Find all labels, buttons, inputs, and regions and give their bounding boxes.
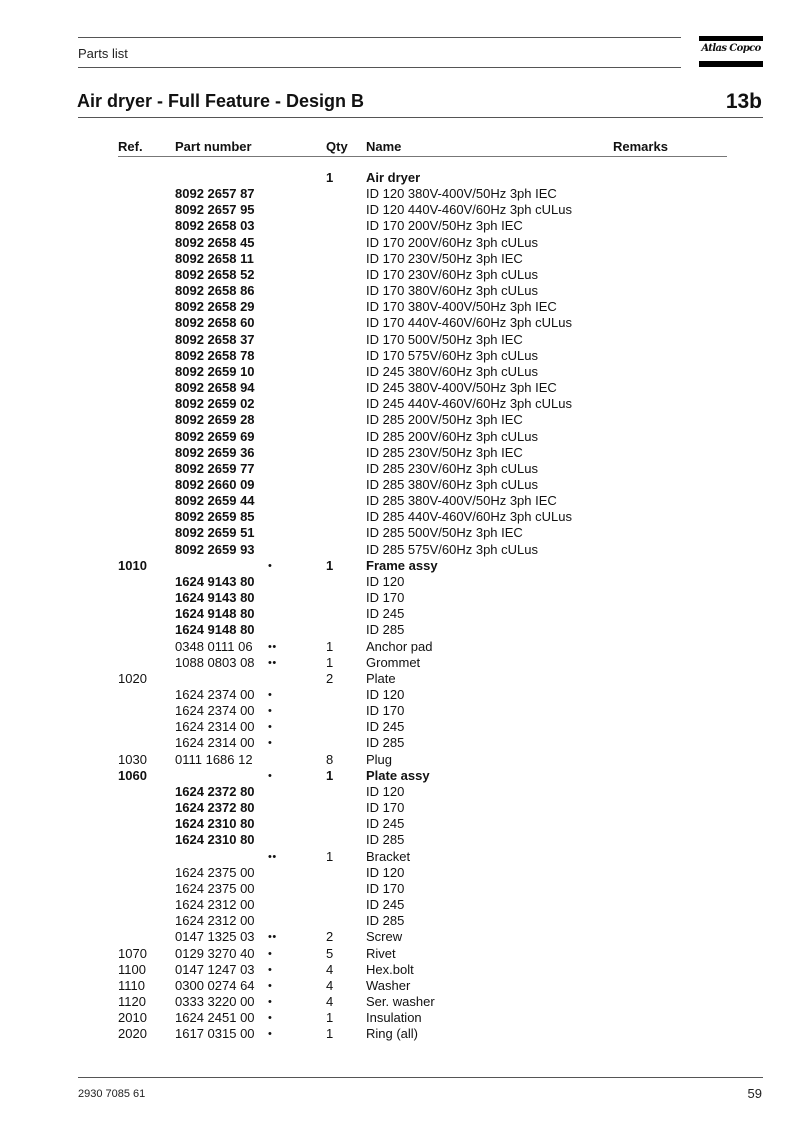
level-indicator: •: [268, 705, 273, 718]
column-header-qty: Qty: [326, 139, 348, 154]
part-number-cell: 1624 2375 00: [175, 864, 255, 880]
table-row: [0, 962, 800, 978]
part-number-cell: 8092 2658 29: [175, 299, 255, 315]
name-cell: Plug: [366, 751, 393, 767]
part-number-cell: 8092 2658 45: [175, 234, 255, 250]
part-number-cell: 1624 9143 80: [175, 590, 255, 606]
part-number-cell: 1624 2310 80: [175, 832, 255, 848]
table-row: [0, 719, 800, 735]
name-cell: ID 120: [366, 864, 405, 880]
table-row: [0, 865, 800, 881]
part-number-cell: 1624 2312 00: [175, 913, 255, 929]
level-indicator: •: [268, 721, 273, 734]
name-cell: ID 285 380V-400V/50Hz 3ph IEC: [366, 493, 557, 509]
name-cell: Plate: [366, 670, 396, 686]
table-row: [0, 687, 800, 703]
ref-cell: 1110: [118, 977, 145, 993]
name-cell: Washer: [366, 977, 411, 993]
part-number-cell: 1624 2312 00: [175, 897, 255, 913]
part-number-cell: 8092 2658 11: [175, 250, 254, 266]
table-row: [0, 574, 800, 590]
table-row: [0, 897, 800, 913]
document-number: 2930 7085 61: [78, 1088, 146, 1100]
table-row: [0, 348, 800, 364]
name-cell: ID 245 380V-400V/50Hz 3ph IEC: [366, 380, 557, 396]
name-cell: ID 170 230V/60Hz 3ph cULus: [366, 266, 538, 282]
part-number-cell: 8092 2658 86: [175, 283, 255, 299]
table-row: [0, 396, 800, 412]
name-cell: ID 285 575V/60Hz 3ph cULus: [366, 541, 538, 557]
part-number-cell: 1624 2310 80: [175, 816, 255, 832]
qty-cell: 4: [326, 977, 334, 993]
name-cell: Ser. washer: [366, 993, 435, 1009]
name-cell: ID 285 230V/50Hz 3ph IEC: [366, 444, 523, 460]
name-cell: ID 120: [366, 687, 405, 702]
ref-cell: 1060: [118, 767, 147, 783]
level-indicator: •: [268, 737, 273, 750]
part-number-cell: 0129 3270 40: [175, 945, 255, 961]
level-indicator: •: [268, 995, 273, 1008]
table-row: [0, 429, 800, 445]
name-cell: ID 285: [366, 832, 405, 848]
name-cell: ID 120: [366, 783, 405, 799]
part-number-cell: 8092 2659 93: [175, 541, 255, 557]
part-number-cell: 8092 2658 03: [175, 218, 255, 234]
level-indicator: ••: [268, 640, 277, 653]
qty-cell: 2: [326, 670, 334, 686]
table-row: [0, 267, 800, 283]
part-number-cell: 1624 9148 80: [175, 622, 255, 638]
logo-text: Atlas Copco: [701, 43, 761, 54]
table-row: [0, 558, 800, 574]
table-row: [0, 477, 800, 493]
name-cell: ID 285: [366, 913, 405, 929]
column-header-name: Name: [366, 139, 402, 154]
part-number-cell: 1624 2314 00: [175, 735, 255, 751]
qty-cell: 1: [326, 1026, 334, 1042]
level-indicator: ••: [268, 656, 277, 669]
part-number-cell: 8092 2657 87: [175, 186, 255, 202]
part-number-cell: 8092 2657 95: [175, 202, 255, 218]
level-indicator: •: [268, 963, 273, 976]
name-cell: ID 170 380V-400V/50Hz 3ph IEC: [366, 299, 557, 315]
qty-cell: 1: [326, 767, 334, 783]
part-number-cell: 8092 2658 37: [175, 331, 255, 347]
page-title: Air dryer - Full Feature - Design B: [77, 91, 365, 111]
table-row: [0, 800, 800, 816]
table-row: [0, 735, 800, 751]
table-row: [0, 525, 800, 541]
name-cell: ID 170 200V/50Hz 3ph IEC: [366, 218, 523, 234]
name-cell: ID 245: [366, 606, 405, 622]
ref-cell: 2010: [118, 1010, 147, 1026]
qty-cell: 4: [326, 993, 334, 1009]
part-number-cell: 8092 2658 60: [175, 315, 255, 331]
name-cell: ID 170: [366, 590, 405, 606]
name-cell: ID 120: [366, 573, 405, 589]
table-row: [0, 202, 800, 218]
name-cell: ID 285 200V/50Hz 3ph IEC: [366, 412, 523, 428]
name-cell: ID 170 200V/60Hz 3ph cULus: [366, 234, 538, 250]
part-number-cell: 8092 2659 44: [175, 493, 255, 509]
part-number-cell: 8092 2659 69: [175, 428, 255, 444]
ref-cell: 1100: [118, 961, 146, 977]
part-number-cell: 1617 0315 00: [175, 1026, 255, 1042]
table-row: [0, 622, 800, 638]
name-cell: Grommet: [366, 654, 421, 670]
level-indicator: •: [268, 559, 273, 572]
table-row: [0, 590, 800, 606]
qty-cell: 5: [326, 945, 334, 961]
level-indicator: •: [268, 1012, 273, 1025]
name-cell: ID 170 380V/60Hz 3ph cULus: [366, 283, 538, 299]
part-number-cell: 8092 2659 85: [175, 509, 255, 525]
title-rule: [78, 117, 763, 118]
name-cell: ID 285 230V/60Hz 3ph cULus: [366, 460, 538, 476]
header-bottom-rule: [78, 67, 681, 68]
name-cell: ID 245 380V/60Hz 3ph cULus: [366, 363, 538, 379]
table-row: [0, 639, 800, 655]
name-cell: Anchor pad: [366, 638, 433, 654]
part-number-cell: 8092 2659 10: [175, 363, 255, 379]
ref-cell: 1010: [118, 557, 147, 573]
table-row: [0, 655, 800, 671]
ref-cell: 1020: [118, 670, 147, 686]
part-number-cell: 8092 2659 77: [175, 460, 255, 476]
table-row: [0, 235, 800, 251]
name-cell: ID 170 440V-460V/60Hz 3ph cULus: [366, 315, 572, 331]
name-cell: ID 245: [366, 816, 405, 832]
level-indicator: •: [268, 769, 273, 782]
part-number-cell: 1624 9148 80: [175, 606, 255, 622]
part-number-cell: 0147 1247 03: [175, 961, 255, 977]
table-row: [0, 816, 800, 832]
table-row: [0, 768, 800, 784]
name-cell: ID 245: [366, 719, 405, 735]
name-cell: ID 170 575V/60Hz 3ph cULus: [366, 347, 538, 363]
table-row: [0, 832, 800, 848]
part-number-cell: 8092 2658 78: [175, 347, 255, 363]
part-number-cell: 8092 2658 94: [175, 380, 255, 396]
table-row: [0, 445, 800, 461]
part-number-cell: 1624 2451 00: [175, 1010, 255, 1026]
qty-cell: 8: [326, 751, 334, 767]
qty-cell: 1: [326, 654, 334, 670]
column-header-ref: Ref.: [118, 139, 143, 154]
level-indicator: ••: [268, 931, 277, 944]
table-row: [0, 493, 800, 509]
part-number-cell: 1624 2372 80: [175, 783, 255, 799]
qty-cell: 1: [326, 848, 334, 864]
name-cell: ID 170: [366, 800, 405, 816]
part-number-cell: 1624 9143 80: [175, 573, 255, 589]
qty-cell: 2: [326, 929, 334, 945]
part-number-cell: 1624 2375 00: [175, 880, 255, 896]
name-cell: Bracket: [366, 848, 411, 864]
name-cell: ID 170 230V/50Hz 3ph IEC: [366, 250, 523, 266]
name-cell: Frame assy: [366, 557, 438, 573]
table-row: [0, 283, 800, 299]
name-cell: ID 245 440V-460V/60Hz 3ph cULus: [366, 396, 572, 412]
table-row: [0, 849, 800, 865]
part-number-cell: 8092 2659 28: [175, 412, 255, 428]
level-indicator: ••: [268, 850, 277, 863]
name-cell: ID 285: [366, 735, 405, 751]
logo-top-bar: [699, 36, 763, 41]
part-number-cell: 8092 2659 02: [175, 396, 255, 412]
part-number-cell: 0348 0111 06: [175, 638, 253, 654]
qty-cell: 1: [326, 1010, 334, 1026]
part-number-cell: 8092 2658 52: [175, 266, 255, 282]
name-cell: Ring (all): [366, 1026, 419, 1042]
header-top-rule: [78, 37, 681, 38]
qty-cell: 1: [326, 557, 334, 573]
table-row: [0, 703, 800, 719]
name-cell: Hex.bolt: [366, 961, 414, 977]
table-row: [0, 364, 800, 380]
part-number-cell: 0300 0274 64: [175, 977, 255, 993]
part-number-cell: 8092 2659 36: [175, 444, 255, 460]
name-cell: ID 285 200V/60Hz 3ph cULus: [366, 428, 538, 444]
name-cell: Air dryer: [366, 170, 421, 185]
ref-cell: 1070: [118, 945, 147, 961]
table-row: [0, 186, 800, 202]
part-number-cell: 1624 2314 00: [175, 719, 255, 735]
name-cell: ID 120 440V-460V/60Hz 3ph cULus: [366, 202, 572, 218]
table-row: [0, 251, 800, 267]
atlas-copco-logo: [699, 36, 763, 68]
table-row: [0, 542, 800, 558]
table-row: [0, 412, 800, 428]
table-row: [0, 994, 800, 1010]
table-row: [0, 752, 800, 768]
ref-cell: 2020: [118, 1026, 147, 1042]
qty-cell: 1: [326, 638, 334, 654]
part-number-cell: 1624 2374 00: [175, 703, 255, 719]
name-cell: ID 170 500V/50Hz 3ph IEC: [366, 331, 523, 347]
table-row: [0, 1026, 800, 1042]
name-cell: Rivet: [366, 945, 396, 961]
column-header-rule: [118, 156, 727, 157]
table-row: [0, 671, 800, 687]
part-number-cell: 0111 1686 12: [175, 751, 253, 767]
part-number-cell: 0147 1325 03: [175, 929, 255, 945]
page-number: 59: [747, 1086, 762, 1101]
part-number-cell: 1088 0803 08: [175, 654, 255, 670]
table-row: [0, 315, 800, 331]
table-row: [0, 299, 800, 315]
name-cell: ID 170: [366, 703, 405, 719]
part-number-cell: 1624 2372 80: [175, 800, 255, 816]
table-row: [0, 784, 800, 800]
table-row: [0, 380, 800, 396]
name-cell: Screw: [366, 929, 403, 945]
part-number-cell: 8092 2660 09: [175, 476, 255, 492]
table-row: [0, 929, 800, 945]
ref-cell: 1030: [118, 751, 147, 767]
table-row: [0, 946, 800, 962]
level-indicator: •: [268, 947, 273, 960]
level-indicator: •: [268, 1028, 273, 1041]
part-number-cell: 8092 2659 51: [175, 525, 255, 541]
table-row: [0, 332, 800, 348]
part-number-cell: 1624 2374 00: [175, 687, 255, 702]
document-type-label: Parts list: [78, 46, 128, 61]
name-cell: Plate assy: [366, 767, 430, 783]
level-indicator: •: [268, 689, 273, 701]
table-row: [0, 881, 800, 897]
table-row: [0, 913, 800, 929]
section-number: 13b: [725, 90, 762, 113]
parts-list: [0, 170, 800, 1042]
table-row: [0, 606, 800, 622]
name-cell: ID 120 380V-400V/50Hz 3ph IEC: [366, 186, 557, 202]
logo-bottom-bar: [699, 61, 763, 67]
name-cell: ID 245: [366, 897, 405, 913]
table-row: [0, 461, 800, 477]
qty-cell: 1: [326, 170, 334, 185]
footer-rule: [78, 1077, 763, 1078]
level-indicator: •: [268, 979, 273, 992]
name-cell: ID 285 380V/60Hz 3ph cULus: [366, 476, 538, 492]
name-cell: ID 285 500V/50Hz 3ph IEC: [366, 525, 523, 541]
table-row: [0, 170, 800, 186]
table-row: [0, 509, 800, 525]
name-cell: ID 285 440V-460V/60Hz 3ph cULus: [366, 509, 572, 525]
ref-cell: 1120: [118, 993, 146, 1009]
table-row: [0, 1010, 800, 1026]
column-header-remarks: Remarks: [613, 139, 668, 154]
qty-cell: 4: [326, 961, 334, 977]
part-number-cell: 0333 3220 00: [175, 993, 255, 1009]
table-row: [0, 978, 800, 994]
table-row: [0, 218, 800, 234]
name-cell: Insulation: [366, 1010, 422, 1026]
column-header-part-number: Part number: [175, 139, 252, 154]
name-cell: ID 285: [366, 622, 405, 638]
name-cell: ID 170: [366, 880, 405, 896]
